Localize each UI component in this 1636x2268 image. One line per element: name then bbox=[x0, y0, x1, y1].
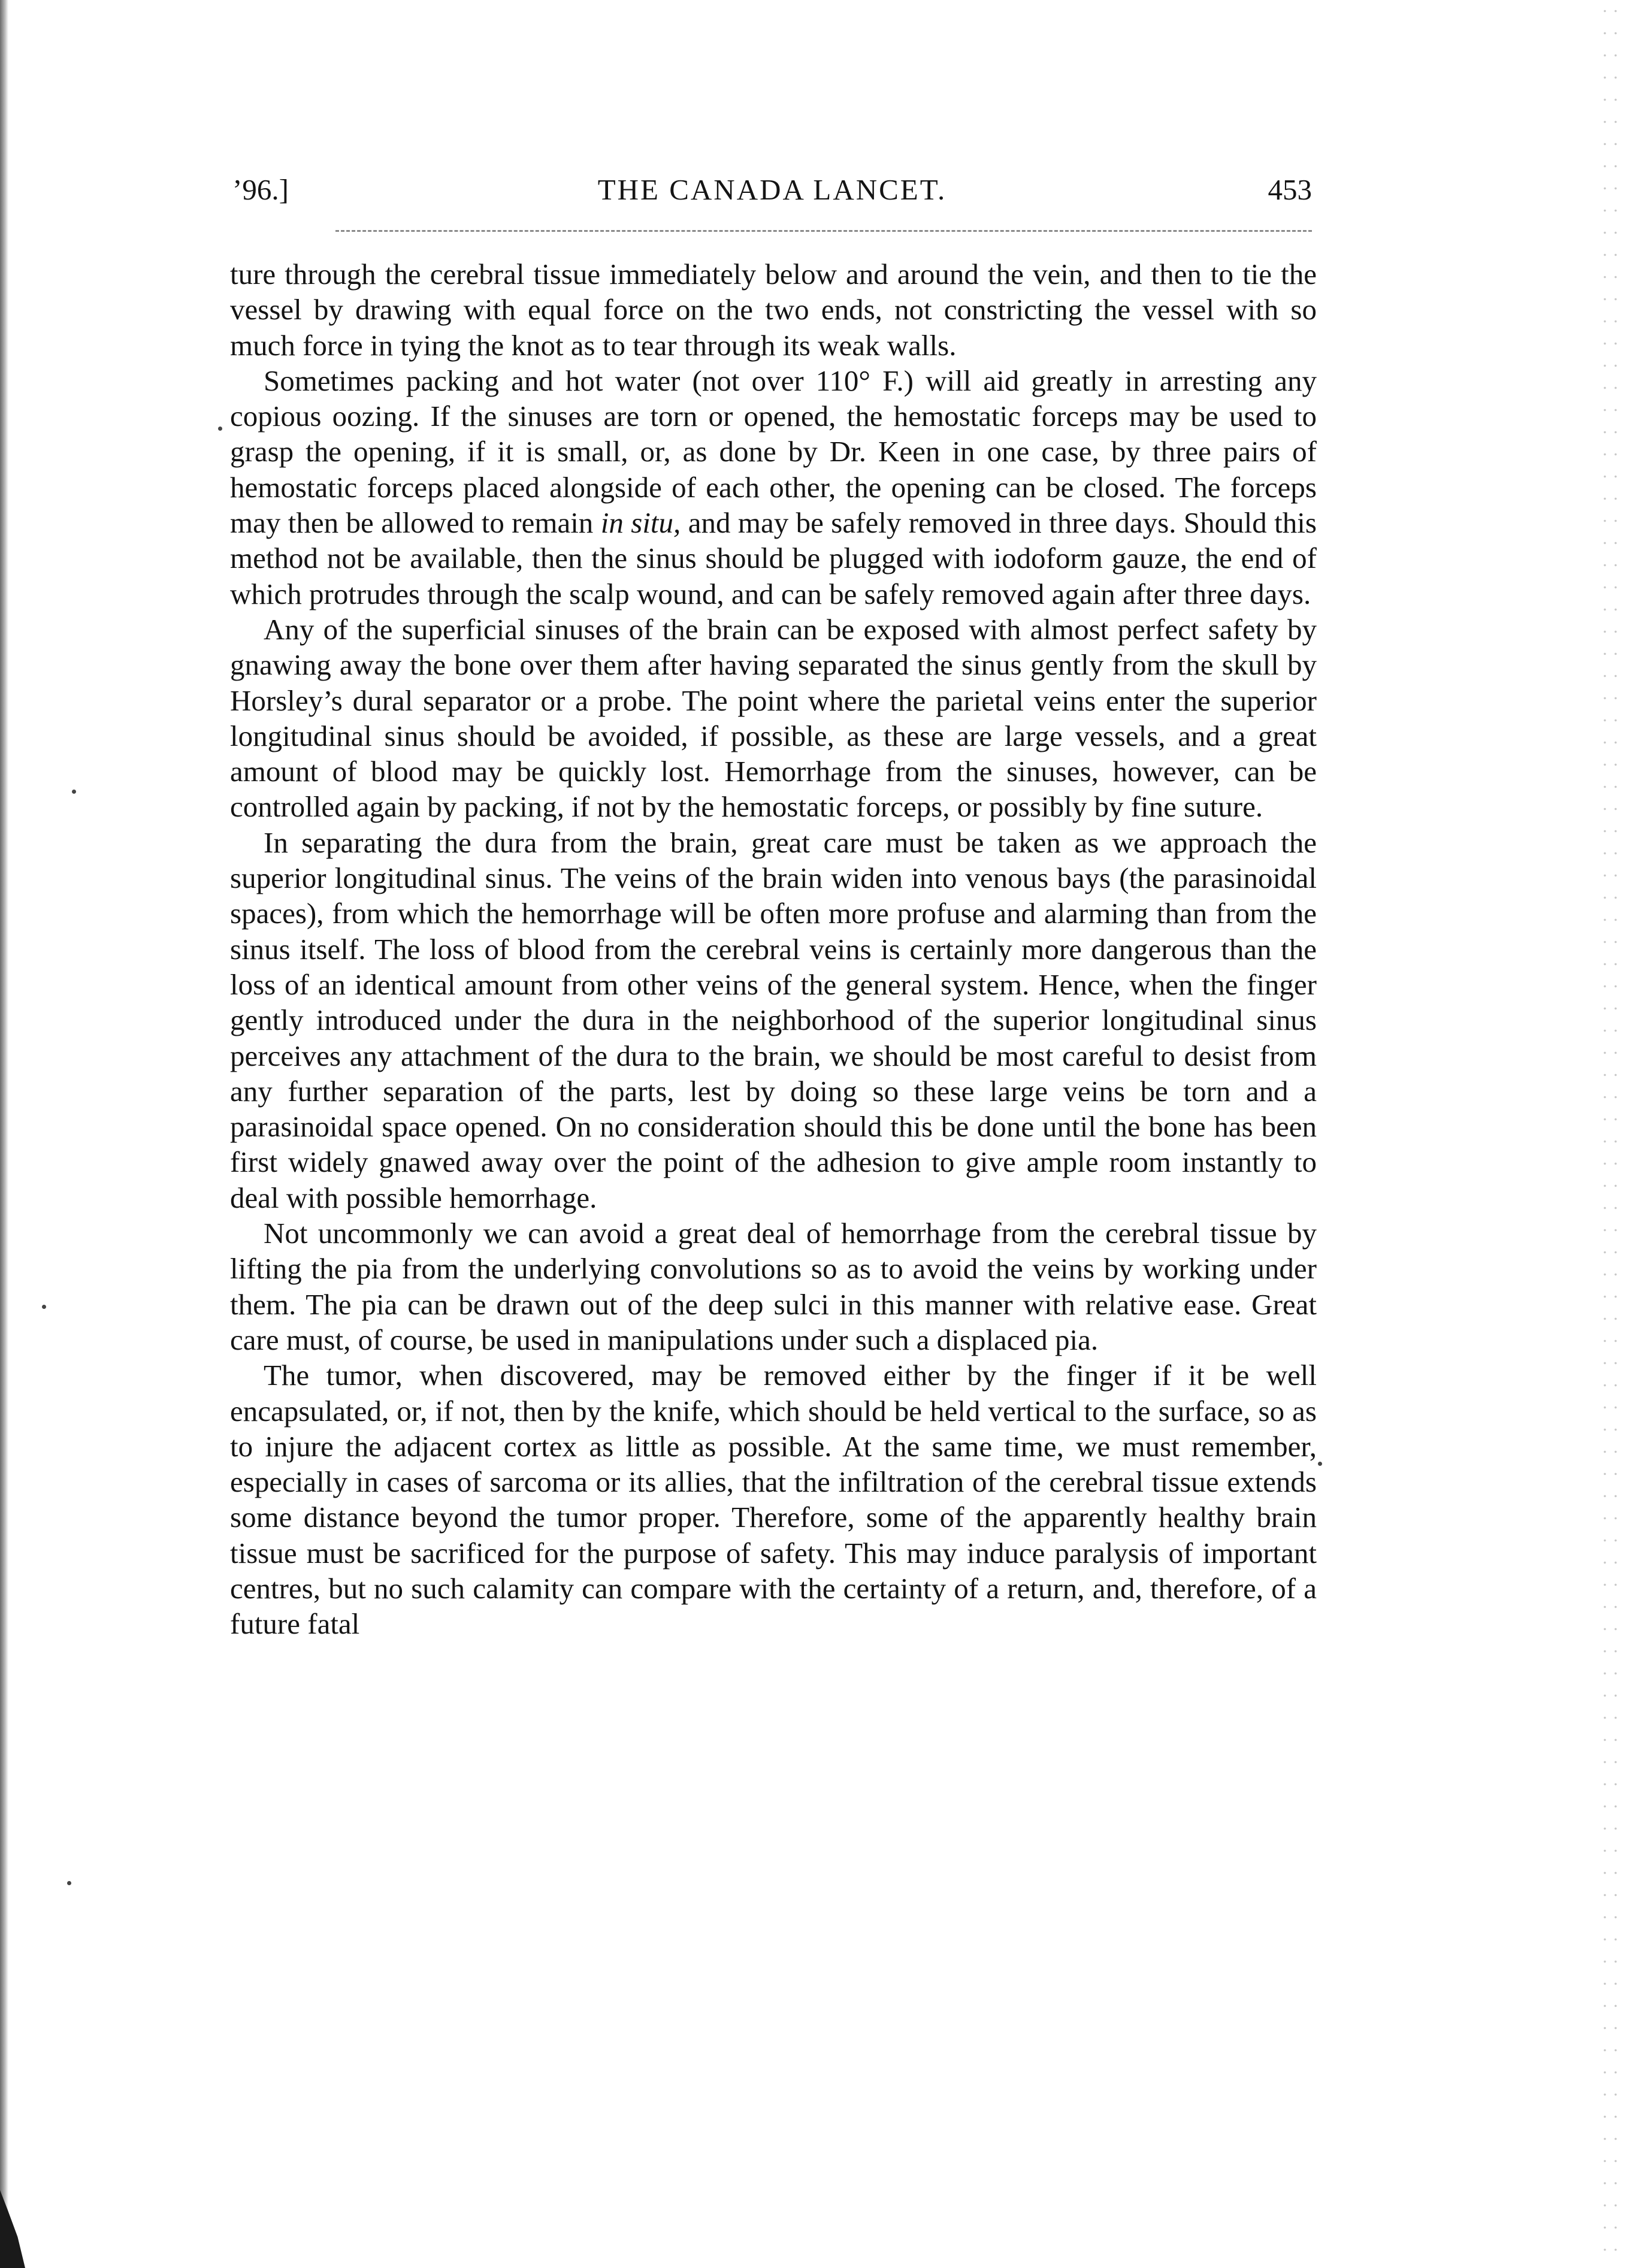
paragraph-text: Sometimes packing and hot water (not over 110° F.) will aid greatly in arresting any copious oozing. If the sinuses are torn or opened, the hemostatic forceps may be used to grasp the opening, if it is small, or, as done by Dr. Keen in one case, by three pairs of hemostatic forceps placed alongside of each other, the opening can be closed. The forceps may then be allowed to remain bbox=[230, 364, 1317, 540]
page-corner-mark bbox=[0, 2190, 25, 2268]
page-edge-specks bbox=[1599, 0, 1623, 2268]
paragraph-text: and may be safely removed in three days. Should this method not be available, then the sinus should be plugged with iodoform gauze, the end of which protrudes through the scalp wound, and can be safely removed again after three days. bbox=[230, 506, 1317, 610]
page-number: 453 bbox=[1268, 173, 1312, 206]
page-binding-shadow bbox=[0, 0, 8, 2268]
paragraph-pia: Not uncommonly we can avoid a great deal of hemorrhage from the cerebral tissue by lifting the pia from the underlying convolutions so as to avoid the veins by working under them. The pia can be drawn out of the deep sulci in this manner with relative ease. Great care must, of course, be used in manipulations under such a displaced pia. bbox=[230, 1217, 1317, 1356]
ink-speck bbox=[42, 1305, 46, 1309]
paragraph-continued: ture through the cerebral tissue immediately below and around the vein, and then to tie the vessel by drawing with equal force on the two ends, not constricting the vessel with so much force in tying the knot as to tear through its weak walls. bbox=[230, 258, 1317, 362]
italic-term: in situ, bbox=[600, 506, 681, 540]
body-text bbox=[230, 256, 1317, 1642]
issue-year: ’96.] bbox=[232, 173, 289, 206]
paragraph-dura: In separating the dura from the brain, great care must be taken as we approach the superior longitudinal sinus. The veins of the brain widen into venous bays (the parasinoidal spaces), from which the hemorrhage will be often more profuse and alarming than from the sinus itself. The loss of blood from the cerebral veins is certainly more dangerous than the loss of an identical amount from other veins of the general system. Hence, when the finger gently introduced under the dura in the neighborhood of the superior longitudinal sinus perceives any attachment of the dura to the brain, we should be most careful to desist from any further separation of the parts, lest by doing so these large veins be torn and a parasinoidal space opened. On no consideration should this be done until the bone has been first widely gnawed away over the point of the adhesion to give ample room instantly to deal with possible hemorrhage. bbox=[230, 825, 1317, 1214]
header-rule bbox=[335, 230, 1312, 232]
ink-speck bbox=[1318, 1462, 1322, 1466]
paragraph-sinuses: Any of the superficial sinuses of the brain can be exposed with almost perfect safety by gnawing away the bone over them after having separated the sinus gently from the skull by Horsley’s dural separator or a probe. The point where the parietal veins enter the superior longitudinal sinus should be avoided, if possible, as these are large vessels, and a great amount of blood may be quickly lost. Hemorrhage from the sinuses, however, can be controlled again by packing, if not by the hemostatic forceps, or possibly by fine suture. bbox=[230, 612, 1317, 824]
journal-title: THE CANADA LANCET. bbox=[597, 173, 947, 206]
paragraph-tumor: The tumor, when discovered, may be removed either by the finger if it be well encapsulated, or, if not, then by the knife, which should be held vertical to the surface, so as to injure the adjacent cortex as little as possible. At the same time, we must remember, especially in cases of sarcoma or its allies, that the infiltration of the cerebral tissue extends some distance beyond the tumor proper. Therefore, some of the apparently healthy brain tissue must be sacrificed for the purpose of safety. This may induce paralysis of important centres, but no such calamity can compare with the certainty of a return, and, therefore, of a future fatal bbox=[230, 1359, 1317, 1641]
ink-speck bbox=[72, 790, 76, 794]
ink-speck bbox=[218, 427, 222, 431]
running-head bbox=[232, 173, 1312, 214]
paragraph-packing bbox=[230, 363, 1317, 612]
ink-speck bbox=[67, 1881, 71, 1885]
